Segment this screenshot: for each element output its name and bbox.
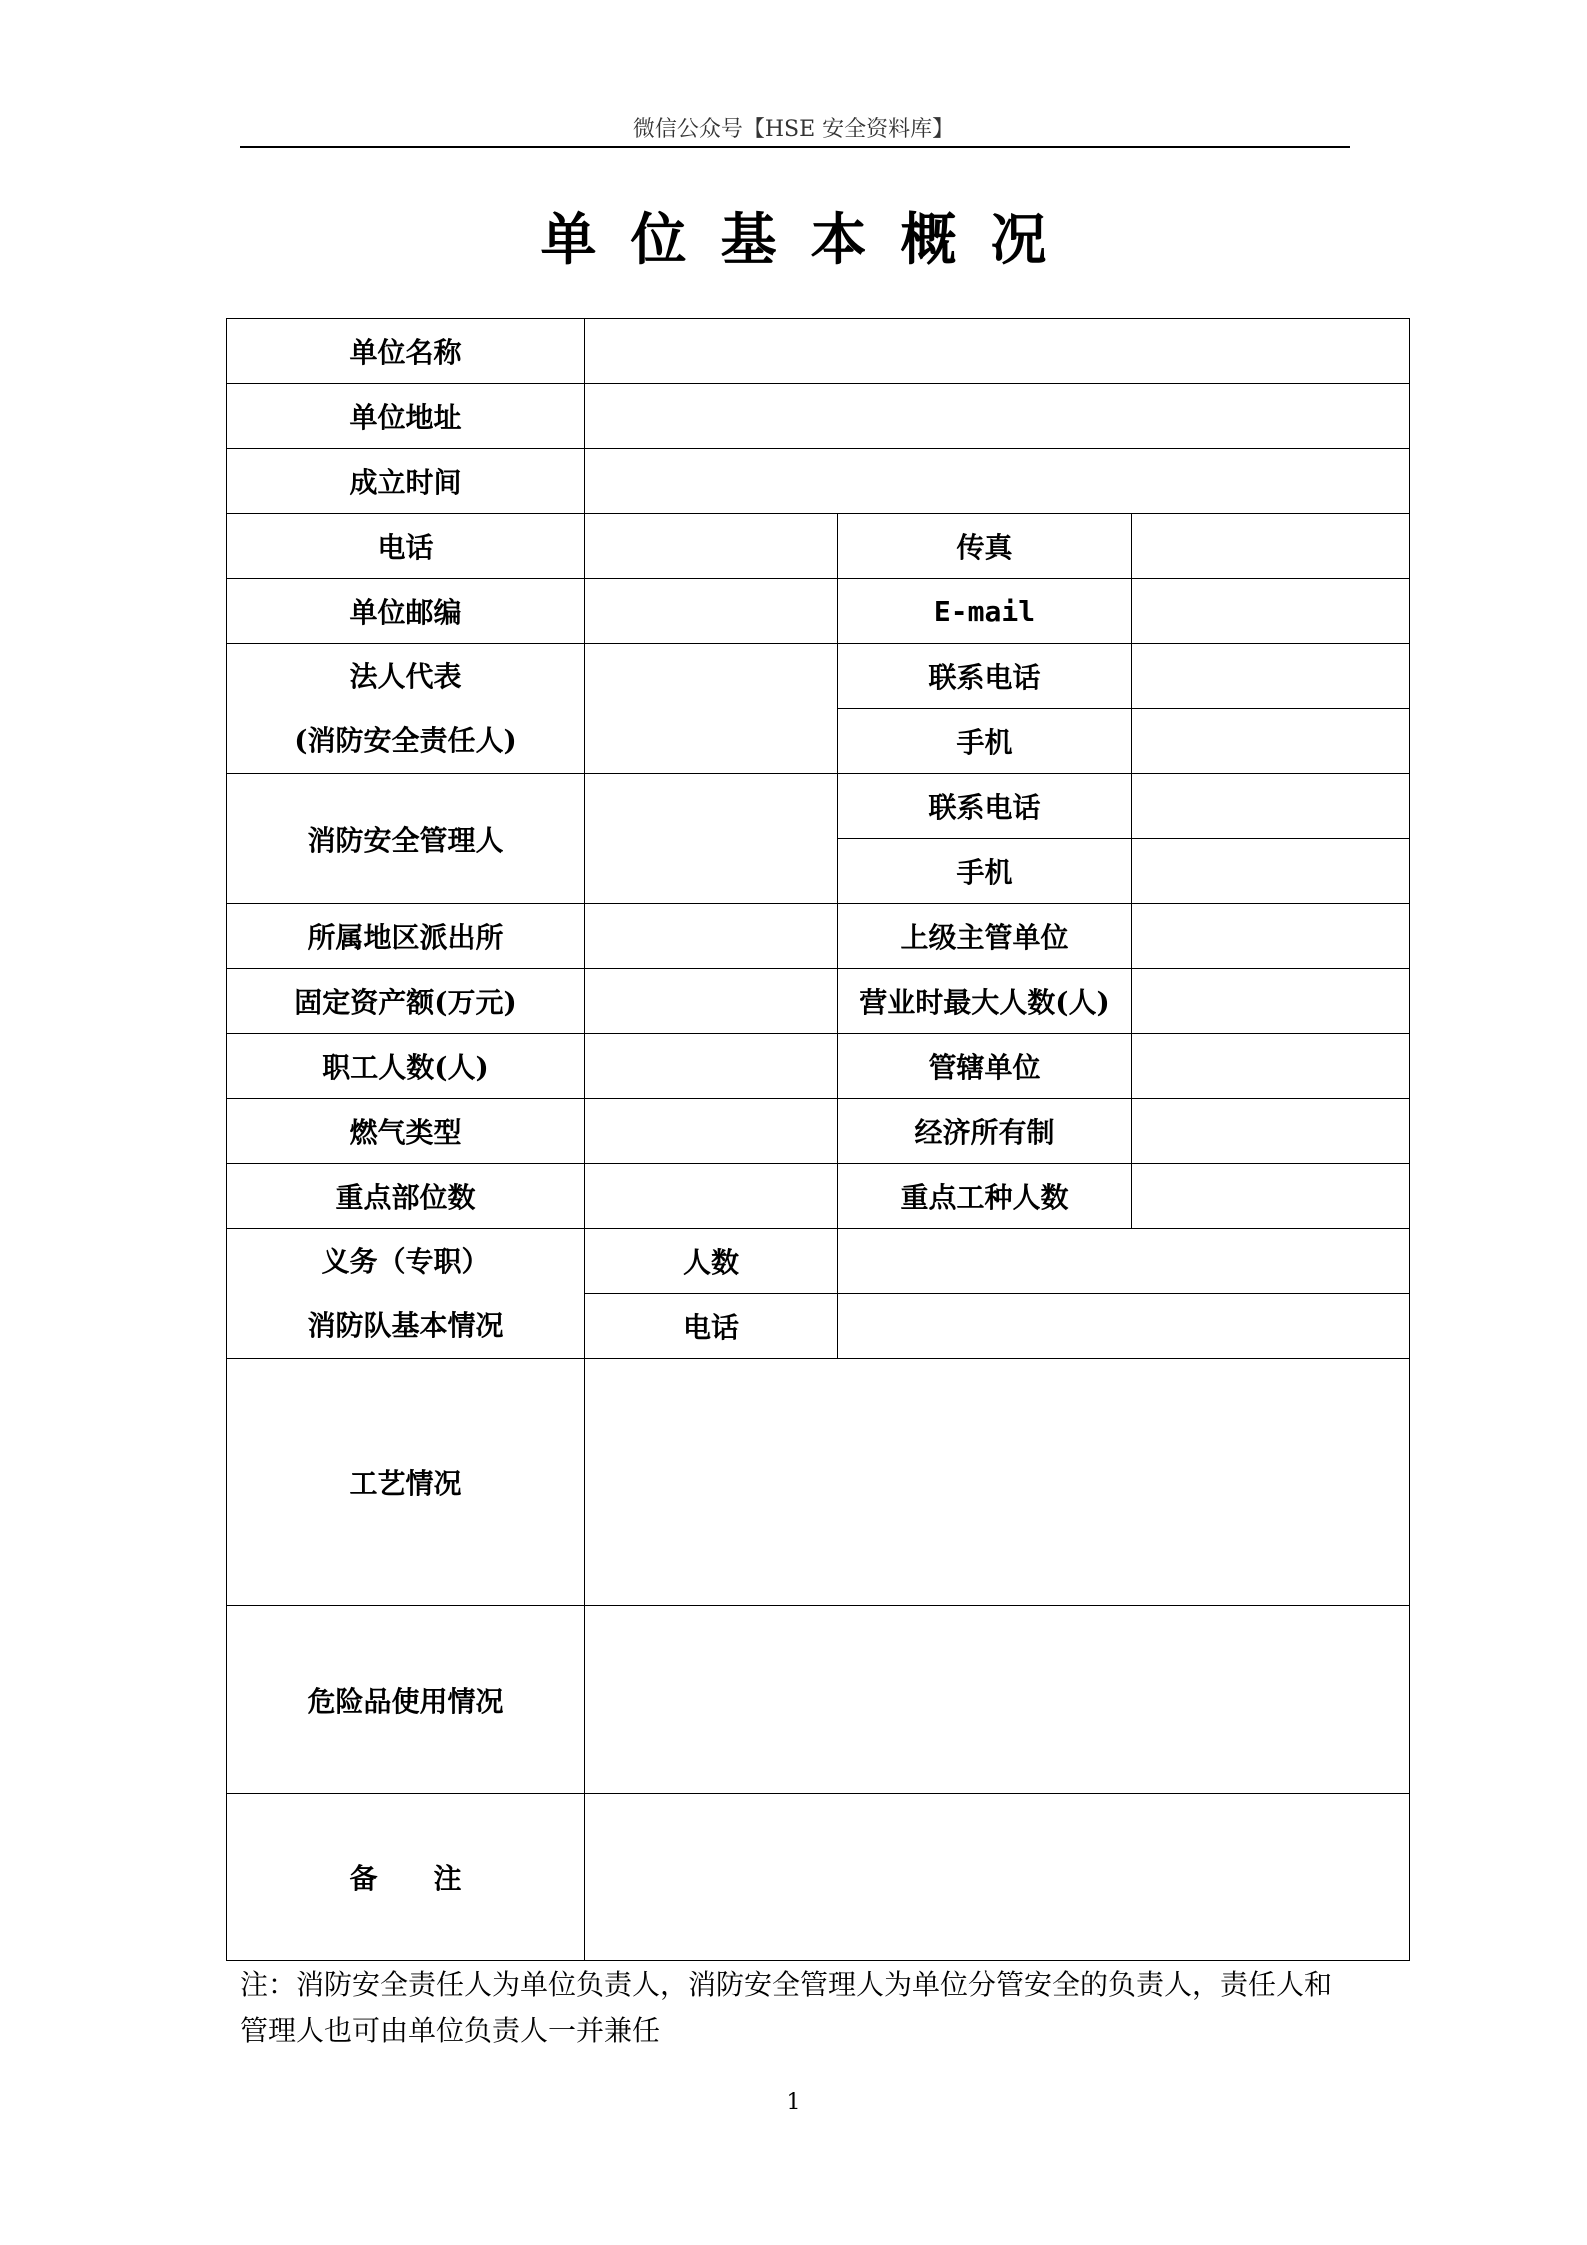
row-remarks — [227, 1794, 1410, 1961]
field-police-station[interactable] — [585, 904, 838, 969]
field-legal-rep-mobile[interactable] — [1132, 709, 1410, 774]
label-phone: 电话 — [227, 514, 585, 579]
field-established[interactable] — [585, 449, 1410, 514]
field-process[interactable] — [585, 1359, 1410, 1606]
field-gas-type[interactable] — [585, 1099, 838, 1164]
label-manager-mobile: 手机 — [838, 839, 1132, 904]
label-fire-manager: 消防安全管理人 — [227, 774, 585, 904]
row-brigade-1 — [227, 1229, 1410, 1294]
brigade-line1: 义务（专职） — [321, 1244, 490, 1278]
field-legal-representative[interactable] — [585, 644, 838, 774]
label-fixed-assets: 固定资产额(万元) — [227, 969, 585, 1034]
row-hazardous — [227, 1606, 1410, 1794]
label-max-people: 营业时最大人数(人) — [838, 969, 1132, 1034]
field-manager-mobile[interactable] — [1132, 839, 1410, 904]
row-established — [227, 449, 1410, 514]
label-staff-count: 职工人数(人) — [227, 1034, 585, 1099]
row-postcode-email — [227, 579, 1410, 644]
row-legal-rep-1 — [227, 644, 1410, 709]
field-brigade-headcount[interactable] — [838, 1229, 1410, 1294]
field-unit-address[interactable] — [585, 384, 1410, 449]
field-hazardous[interactable] — [585, 1606, 1410, 1794]
row-fire-manager-1 — [227, 774, 1410, 839]
field-max-people[interactable] — [1132, 969, 1410, 1034]
field-fixed-assets[interactable] — [585, 969, 838, 1034]
label-legal-rep-contact-phone: 联系电话 — [838, 644, 1132, 709]
row-gas-ownership — [227, 1099, 1410, 1164]
label-brigade-headcount: 人数 — [585, 1229, 838, 1294]
row-phone-fax — [227, 514, 1410, 579]
label-process: 工艺情况 — [227, 1359, 585, 1606]
label-legal-representative — [227, 644, 585, 774]
field-ownership[interactable] — [1132, 1099, 1410, 1164]
field-remarks[interactable] — [585, 1794, 1410, 1961]
label-manager-contact-phone: 联系电话 — [838, 774, 1132, 839]
row-staff-jurisdiction — [227, 1034, 1410, 1099]
field-unit-name[interactable] — [585, 319, 1410, 384]
row-unit-name — [227, 319, 1410, 384]
label-legal-rep-mobile: 手机 — [838, 709, 1132, 774]
label-email: E-mail — [838, 579, 1132, 644]
legal-rep-line2: (消防安全责任人) — [294, 723, 517, 757]
field-manager-contact-phone[interactable] — [1132, 774, 1410, 839]
row-unit-address — [227, 384, 1410, 449]
field-staff-count[interactable] — [585, 1034, 838, 1099]
unit-overview-table — [226, 318, 1410, 1961]
field-jurisdiction[interactable] — [1132, 1034, 1410, 1099]
row-police-superior — [227, 904, 1410, 969]
field-phone[interactable] — [585, 514, 838, 579]
label-fax: 传真 — [838, 514, 1132, 579]
field-key-workers[interactable] — [1132, 1164, 1410, 1229]
label-police-station: 所属地区派出所 — [227, 904, 585, 969]
label-brigade-phone: 电话 — [585, 1294, 838, 1359]
field-email[interactable] — [1132, 579, 1410, 644]
label-gas-type: 燃气类型 — [227, 1099, 585, 1164]
row-key-parts-workers — [227, 1164, 1410, 1229]
label-key-parts: 重点部位数 — [227, 1164, 585, 1229]
field-brigade-phone[interactable] — [838, 1294, 1410, 1359]
label-remarks: 备 注 — [227, 1794, 585, 1961]
field-superior-unit[interactable] — [1132, 904, 1410, 969]
row-process — [227, 1359, 1410, 1606]
brigade-line2: 消防队基本情况 — [307, 1308, 504, 1342]
field-fire-manager[interactable] — [585, 774, 838, 904]
label-unit-address: 单位地址 — [227, 384, 585, 449]
footnote: 注：消防安全责任人为单位负责人，消防安全管理人为单位分管安全的负责人，责任人和管理人也可由单位负责人一并兼任 — [240, 1968, 1333, 2047]
label-fire-brigade — [227, 1229, 585, 1359]
label-established: 成立时间 — [227, 449, 585, 514]
label-superior-unit: 上级主管单位 — [838, 904, 1132, 969]
field-fax[interactable] — [1132, 514, 1410, 579]
row-assets-people — [227, 969, 1410, 1034]
page-header: 微信公众号【HSE 安全资料库】 — [632, 117, 955, 142]
page-number: 1 — [786, 2090, 801, 2115]
label-key-workers: 重点工种人数 — [838, 1164, 1132, 1229]
label-postcode: 单位邮编 — [227, 579, 585, 644]
page-title: 单位基本概况 — [540, 207, 1081, 273]
label-jurisdiction: 管辖单位 — [838, 1034, 1132, 1099]
field-key-parts[interactable] — [585, 1164, 838, 1229]
header-rule — [240, 146, 1350, 148]
label-ownership: 经济所有制 — [838, 1099, 1132, 1164]
field-legal-rep-contact-phone[interactable] — [1132, 644, 1410, 709]
legal-rep-line1: 法人代表 — [349, 659, 462, 693]
label-unit-name: 单位名称 — [227, 319, 585, 384]
field-postcode[interactable] — [585, 579, 838, 644]
label-hazardous: 危险品使用情况 — [227, 1606, 585, 1794]
